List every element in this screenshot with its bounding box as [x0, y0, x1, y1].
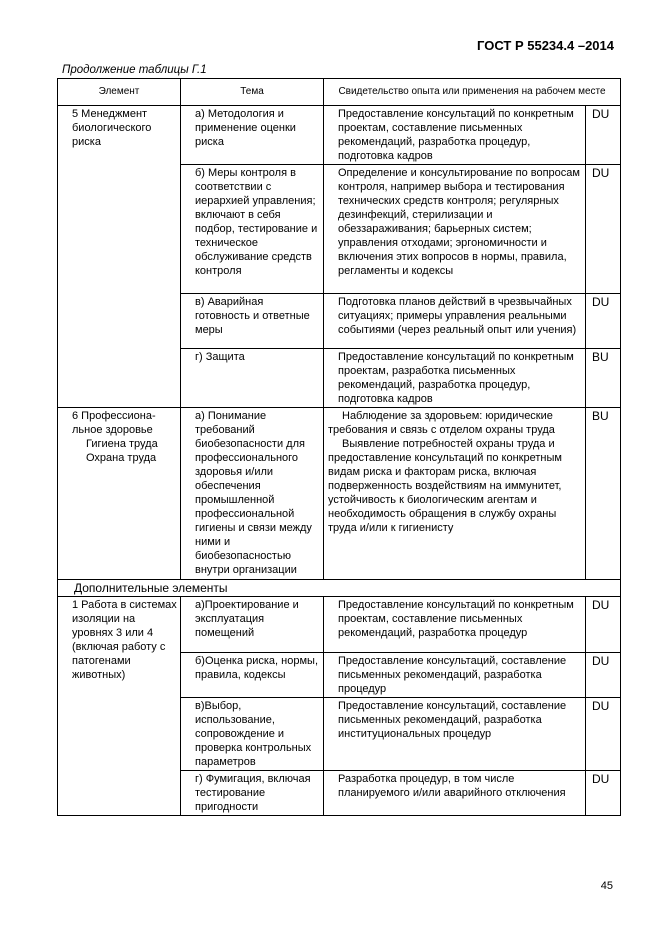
code-cell: DU	[586, 106, 621, 165]
topic-cell: а) Понимание требований биобезопасности для профессионального здоровья и/или обеспечения промышленной профессиональной гигиены и связи между ними и биобезопасностью внутри организации	[181, 408, 324, 580]
code-cell: DU	[586, 698, 621, 771]
section-row	[58, 580, 621, 597]
evidence-cell: Определение и консультирование по вопросам контроля, например выбора и тестирования технических средств контроля; регулярных дезинфекций, стерилизации и обеззараживания; барьерных систем; управления отходами; эргономичности и включения этих вопросов в нормы, правила, регламенты и кодексы	[324, 165, 586, 294]
element-line: Охрана труда	[86, 452, 157, 464]
evidence-cell: Предоставление консультаций по конкретным проектам, составление письменных рекомендаций, разработка процедур	[324, 597, 586, 653]
evidence-cell: Предоставление консультаций по конкретным проектам, разработка письменных рекомендаций, разработка процедур, подготовка кадров	[324, 349, 586, 408]
table-row	[58, 597, 621, 653]
column-header-element: Элемент	[58, 79, 181, 106]
evidence-cell: Подготовка планов действий в чрезвычайных ситуациях; примеры управления реальными событиями (через реальный опыт или учения)	[324, 294, 586, 349]
document-header: ГОСТ Р 55234.4 –2014	[477, 38, 614, 53]
element-cell: 1 Работа в системах изоляции на уровнях 3 или 4 (включая работу с патогенами животных)	[58, 597, 181, 816]
evidence-cell: Предоставление консультаций, составление письменных рекомендаций, разработка институциональных процедур	[324, 698, 586, 771]
topic-cell: в) Аварийная готовность и ответные меры	[181, 294, 324, 349]
code-cell: BU	[586, 408, 621, 580]
code-cell: BU	[586, 349, 621, 408]
column-header-evidence: Свидетельство опыта или применения на рабочем месте	[324, 79, 621, 106]
topic-cell: б) Меры контроля в соответствии с иерархией управления; включают в себя подбор, тестирование и техническое обслуживание средств контроля	[181, 165, 324, 294]
competency-table	[57, 78, 621, 816]
table-row	[58, 106, 621, 165]
topic-cell: б)Оценка риска, нормы, правила, кодексы	[181, 653, 324, 698]
topic-cell: а) Методология и применение оценки риска	[181, 106, 324, 165]
topic-cell: г) Фумигация, включая тестирование пригодности	[181, 771, 324, 816]
code-cell: DU	[586, 771, 621, 816]
evidence-cell	[324, 408, 586, 580]
topic-cell: в)Выбор, использование, сопровождение и проверка контрольных параметров	[181, 698, 324, 771]
element-cell: 5 Менеджмент биологического риска	[58, 106, 181, 408]
topic-cell: г) Защита	[181, 349, 324, 408]
table-row	[58, 408, 621, 580]
table-caption: Продолжение таблицы Г.1	[62, 64, 207, 76]
column-header-topic: Тема	[181, 79, 324, 106]
evidence-cell: Предоставление консультаций по конкретным проектам, составление письменных рекомендаций, разработка процедур, подготовка кадров	[324, 106, 586, 165]
topic-cell: а)Проектирование и эксплуатация помещений	[181, 597, 324, 653]
section-title: Дополнительные элементы	[58, 580, 621, 597]
element-cell	[58, 408, 181, 580]
table-header-row	[58, 79, 621, 106]
element-line: 6 Профессиона-льное здоровье	[72, 410, 156, 436]
evidence-paragraph: Выявление потребностей охраны труда и предоставление консультаций по конкретным видам риска и факторам риска, включая подверженность воздействиям на иммунитет, устойчивость к биологическим агентам и необходимость обращения в службу охраны труда и/или к гигиенисту	[328, 438, 562, 534]
evidence-cell: Разработка процедур, в том числе планируемого и/или аварийного отключения	[324, 771, 586, 816]
code-cell: DU	[586, 653, 621, 698]
element-line: Гигиена труда	[86, 438, 158, 450]
evidence-paragraph: Наблюдение за здоровьем: юридические требования и связь с отделом охраны труда	[328, 410, 555, 436]
evidence-cell: Предоставление консультаций, составление письменных рекомендаций, разработка процедур	[324, 653, 586, 698]
page-number: 45	[600, 880, 613, 892]
code-cell: DU	[586, 165, 621, 294]
code-cell: DU	[586, 294, 621, 349]
code-cell: DU	[586, 597, 621, 653]
